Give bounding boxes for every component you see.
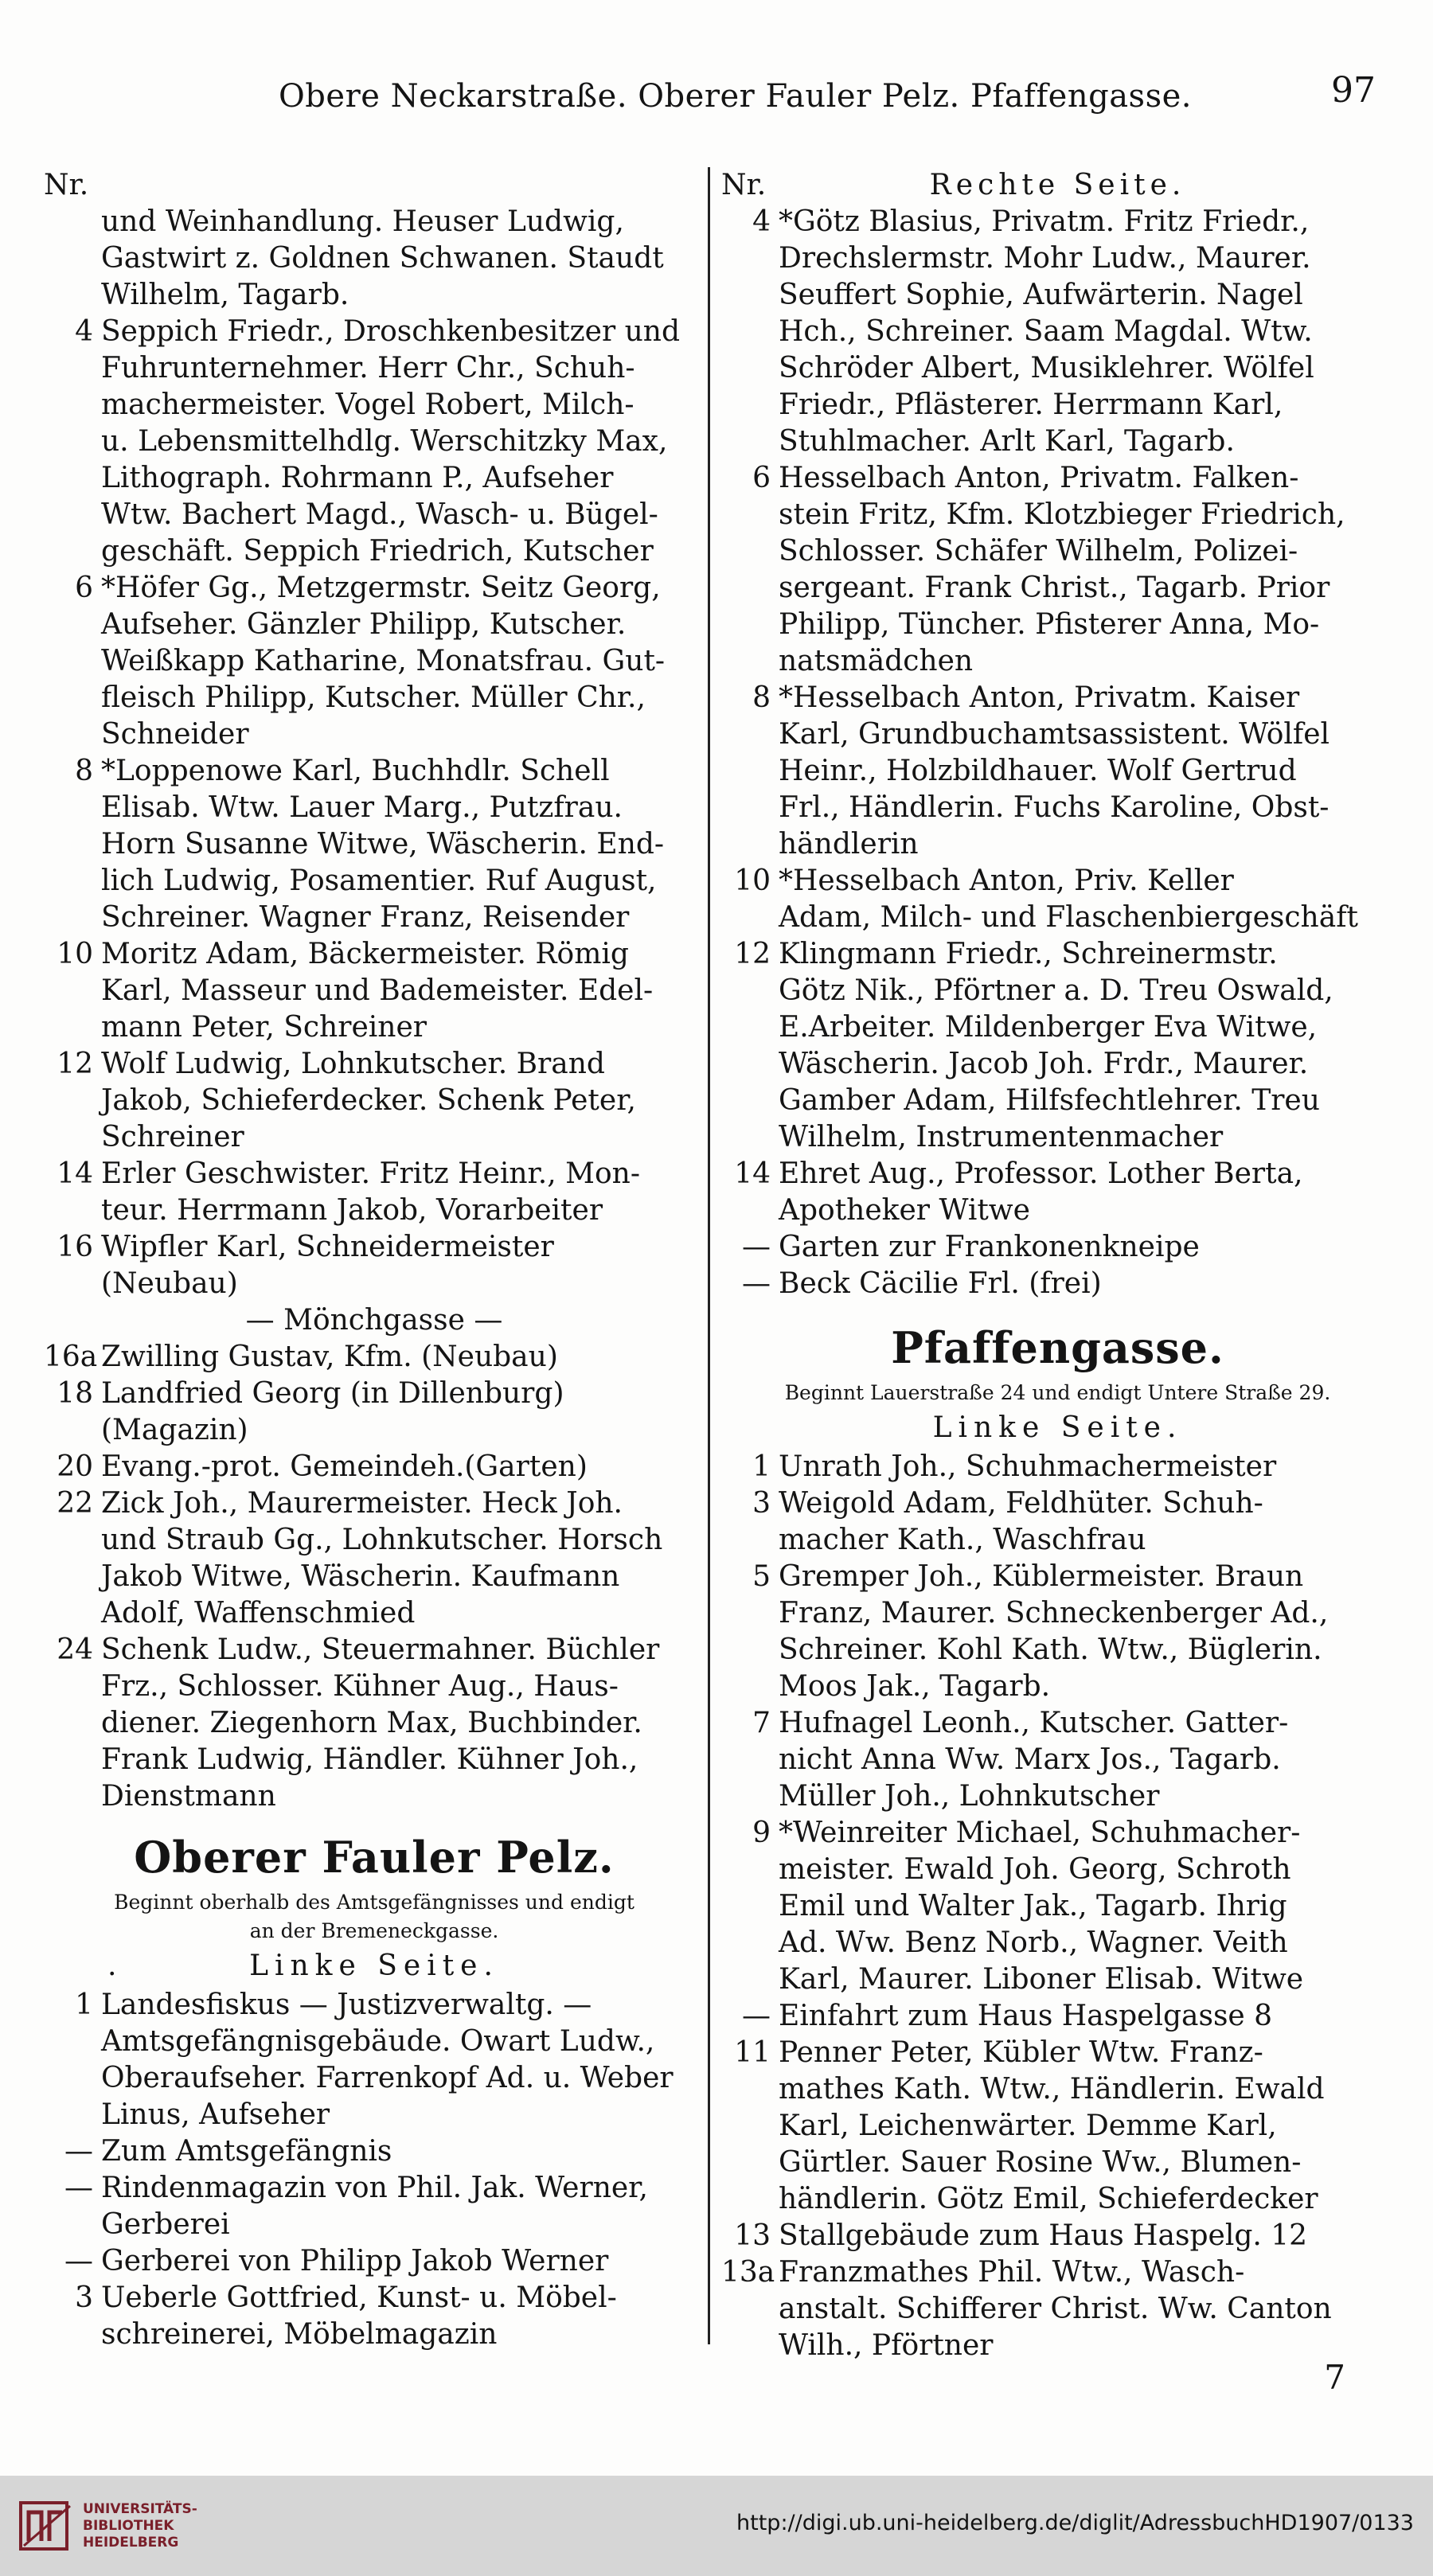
entry-text: Rindenmagazin von Phil. Jak. Werner, xyxy=(101,2172,648,2204)
entry-text: Franzmathes Phil. Wtw., Wasch- xyxy=(779,2256,1245,2289)
entry-line xyxy=(721,1522,1394,1559)
entry-text: Schreiner. Wagner Franz, Reisender xyxy=(101,901,630,934)
house-number: 11 xyxy=(734,2036,771,2069)
entry-text: Ehret Aug., Professor. Lother Berta, xyxy=(779,1157,1303,1190)
house-number: 24 xyxy=(57,1633,93,1666)
entry-line xyxy=(721,2291,1394,2328)
entry-text: Heinr., Holzbildhauer. Wolf Gertrud xyxy=(779,755,1297,787)
footer-bar xyxy=(0,2476,1433,2576)
entry-line xyxy=(721,680,1394,716)
entry-text: und Weinhandlung. Heuser Ludwig, xyxy=(101,205,624,238)
entry-text: Hufnagel Leonh., Kutscher. Gatter- xyxy=(779,1707,1289,1739)
entry-line xyxy=(44,460,705,497)
entry-line xyxy=(44,2060,705,2097)
house-number: 6 xyxy=(752,462,771,494)
entry-line xyxy=(44,2280,705,2316)
entry-text: E.Arbeiter. Mildenberger Eva Witwe, xyxy=(779,1011,1318,1044)
house-number: 12 xyxy=(57,1048,93,1080)
entry-line xyxy=(44,314,705,350)
column-divider xyxy=(708,167,710,2344)
entry-line xyxy=(44,973,705,1009)
entry-line xyxy=(44,1376,705,1412)
house-number: 13 xyxy=(734,2219,771,2252)
entry-text: *Hesselbach Anton, Privatm. Kaiser xyxy=(779,681,1300,714)
house-number: 20 xyxy=(57,1450,93,1483)
entry-text: Adolf, Waffenschmied xyxy=(101,1597,416,1630)
signature-mark: 7 xyxy=(1324,2358,1345,2397)
library-name-line: UNIVERSITÄTS- xyxy=(83,2501,197,2517)
entry-line xyxy=(44,2170,705,2207)
entry-text: Wilh., Pförtner xyxy=(779,2329,994,2362)
entry-text: Schröder Albert, Musiklehrer. Wölfel xyxy=(779,352,1314,384)
entry-text: Beck Cäcilie Frl. (frei) xyxy=(779,1267,1102,1300)
left-entries-bottom xyxy=(44,1987,705,2353)
entry-line xyxy=(721,1632,1394,1669)
entry-line xyxy=(44,497,705,533)
entry-text: Karl, Masseur und Bademeister. Edel- xyxy=(101,974,654,1007)
entry-line xyxy=(44,240,705,277)
entry-line xyxy=(721,1815,1394,1852)
entry-text: Zick Joh., Maurermeister. Heck Joh. xyxy=(101,1487,623,1520)
entry-line xyxy=(44,1559,705,1595)
entry-line xyxy=(721,277,1394,314)
entry-line xyxy=(44,387,705,423)
entry-text: händlerin xyxy=(779,828,919,861)
entry-line xyxy=(721,1998,1394,2035)
dot-mark: . xyxy=(107,1950,117,1982)
entry-text: Landfried Georg (in Dillenburg) xyxy=(101,1377,564,1410)
entry-line xyxy=(44,790,705,826)
entry-line xyxy=(44,1229,705,1266)
entry-line xyxy=(721,1083,1394,1119)
house-number: 18 xyxy=(57,1377,93,1410)
entry-line xyxy=(44,1266,705,1302)
entry-line xyxy=(721,1156,1394,1192)
house-number: 14 xyxy=(57,1157,93,1190)
entry-line xyxy=(721,314,1394,350)
entry-text: Frank Ludwig, Händler. Kühner Joh., xyxy=(101,1743,638,1776)
house-number: — xyxy=(64,2135,93,2168)
entry-text: Jakob, Schieferdecker. Schenk Peter, xyxy=(101,1084,636,1117)
entry-text: Dienstmann xyxy=(101,1780,276,1813)
entry-line xyxy=(721,1888,1394,1925)
entry-line xyxy=(44,753,705,790)
entry-text: Amtsgefängnisgebäude. Owart Ludw., xyxy=(101,2025,655,2058)
entry-line xyxy=(44,204,705,240)
house-number: 10 xyxy=(734,865,771,897)
entry-text: schreinerei, Möbelmagazin xyxy=(101,2318,498,2351)
entry-text: sergeant. Frank Christ., Tagarb. Prior xyxy=(779,572,1330,604)
entry-text: Schreiner. Kohl Kath. Wtw., Büglerin. xyxy=(779,1633,1322,1666)
entry-line xyxy=(721,2218,1394,2254)
entry-text: *Höfer Gg., Metzgermstr. Seitz Georg, xyxy=(101,572,661,604)
entry-text: nicht Anna Ww. Marx Jos., Tagarb. xyxy=(779,1743,1281,1776)
entry-text: Stallgebäude zum Haus Haspelg. 12 xyxy=(779,2219,1308,2252)
entry-line xyxy=(721,240,1394,277)
house-number: 16 xyxy=(57,1231,93,1263)
entry-line xyxy=(721,2145,1394,2181)
nr-label: Nr. xyxy=(721,169,767,201)
entry-text: (Magazin) xyxy=(101,1414,248,1446)
entry-text: Wolf Ludwig, Lohnkutscher. Brand xyxy=(101,1048,605,1080)
entry-line xyxy=(721,460,1394,497)
entry-line xyxy=(44,2207,705,2243)
entry-line xyxy=(44,1987,705,2024)
entry-text: Horn Susanne Witwe, Wäscherin. End- xyxy=(101,828,665,861)
house-number: 8 xyxy=(75,755,93,787)
entry-line xyxy=(721,716,1394,753)
side-heading: Linke Seite. xyxy=(932,1411,1183,1444)
entry-text: Stuhlmacher. Arlt Karl, Tagarb. xyxy=(779,425,1235,458)
entry-text: Franz, Maurer. Schneckenberger Ad., xyxy=(779,1597,1329,1630)
page-number: 97 xyxy=(1331,70,1376,111)
entry-text: Schneider xyxy=(101,718,249,751)
entry-line xyxy=(44,350,705,387)
entry-line xyxy=(44,1449,705,1485)
house-number: 16a xyxy=(44,1341,98,1373)
entry-text: Gremper Joh., Küblermeister. Braun xyxy=(779,1560,1304,1593)
entry-text: *Weinreiter Michael, Schuhmacher- xyxy=(779,1817,1301,1849)
house-number: — xyxy=(64,2172,93,2204)
entry-text: Friedr., Pflästerer. Herrmann Karl, xyxy=(779,388,1283,421)
entry-text: Garten zur Frankonenkneipe xyxy=(779,1231,1200,1263)
entry-text: Zwilling Gustav, Kfm. (Neubau) xyxy=(101,1341,558,1373)
library-name-line: BIBLIOTHEK xyxy=(83,2518,174,2534)
entry-text: Seuffert Sophie, Aufwärterin. Nagel xyxy=(779,279,1303,311)
entry-line xyxy=(44,1669,705,1705)
entry-text: fleisch Philipp, Kutscher. Müller Chr., xyxy=(101,681,646,714)
entry-line xyxy=(721,1595,1394,1632)
entry-line xyxy=(721,2254,1394,2291)
source-url-link[interactable]: http://digi.ub.uni-heidelberg.de/diglit/AdressbuchHD1907/0133 xyxy=(736,2511,1414,2535)
library-logo-icon xyxy=(18,2496,75,2554)
entry-line xyxy=(721,1119,1394,1156)
entry-text: Unrath Joh., Schuhmachermeister xyxy=(779,1450,1277,1483)
entry-text: *Hesselbach Anton, Priv. Keller xyxy=(779,865,1234,897)
entry-line xyxy=(721,1449,1394,1485)
entry-text: Zum Amtsgefängnis xyxy=(101,2135,392,2168)
side-heading-label: Rechte Seite. xyxy=(929,169,1186,201)
entry-text: Schlosser. Schäfer Wilhelm, Polizei- xyxy=(779,535,1298,568)
entry-line xyxy=(721,1925,1394,1961)
entry-text: lich Ludwig, Posamentier. Ruf August, xyxy=(101,865,657,897)
entry-line xyxy=(44,1302,705,1339)
entry-line xyxy=(721,1229,1394,1266)
house-number: 7 xyxy=(752,1707,771,1739)
entry-line xyxy=(44,1339,705,1376)
entry-text: geschäft. Seppich Friedrich, Kutscher xyxy=(101,535,654,568)
entry-text: Götz Nik., Pförtner a. D. Treu Oswald, xyxy=(779,974,1333,1007)
entry-line xyxy=(721,1742,1394,1778)
entry-text: händlerin. Götz Emil, Schieferdecker xyxy=(779,2183,1318,2215)
left-column xyxy=(44,167,705,2353)
house-number: 1 xyxy=(75,1989,93,2021)
house-number: 5 xyxy=(752,1560,771,1593)
entry-text: Hch., Schreiner. Saam Magdal. Wtw. xyxy=(779,315,1313,348)
entry-text: Schenk Ludw., Steuermahner. Büchler xyxy=(101,1633,660,1666)
entry-line xyxy=(721,826,1394,863)
entry-text: *Loppenowe Karl, Buchhdlr. Schell xyxy=(101,755,610,787)
entry-text: Emil und Walter Jak., Tagarb. Ihrig xyxy=(779,1890,1287,1922)
entry-text: Wtw. Bachert Magd., Wasch- u. Bügel- xyxy=(101,498,658,531)
entry-text: Frz., Schlosser. Kühner Aug., Haus- xyxy=(101,1670,619,1703)
side-heading xyxy=(44,1946,705,1987)
entry-line xyxy=(721,1192,1394,1229)
entry-line xyxy=(44,2024,705,2060)
right-column xyxy=(721,167,1394,2364)
entry-text: Evang.-prot. Gemeindeh.(Garten) xyxy=(101,1450,588,1483)
entry-text: Karl, Leichenwärter. Demme Karl, xyxy=(779,2110,1277,2142)
entry-line xyxy=(721,1046,1394,1083)
right-entries-top xyxy=(721,204,1394,1302)
house-number: 14 xyxy=(734,1157,771,1190)
entry-line xyxy=(44,277,705,314)
entry-line xyxy=(44,1412,705,1449)
entry-line xyxy=(721,1669,1394,1705)
entry-line xyxy=(721,1852,1394,1888)
running-title: Obere Neckarstraße. Oberer Fauler Pelz. Pfaffengasse. xyxy=(279,78,1192,115)
entry-text: Seppich Friedr., Droschkenbesitzer und xyxy=(101,315,681,348)
entry-text: stein Fritz, Kfm. Klotzbieger Friedrich, xyxy=(779,498,1345,531)
entry-line xyxy=(721,936,1394,973)
entry-text: mann Peter, Schreiner xyxy=(101,1011,427,1044)
house-number: 3 xyxy=(752,1487,771,1520)
entry-line xyxy=(721,387,1394,423)
entry-text: diener. Ziegenhorn Max, Buchbinder. xyxy=(101,1707,642,1739)
house-number: — xyxy=(742,1267,771,1300)
entry-line xyxy=(721,863,1394,900)
entry-text: Drechslermstr. Mohr Ludw., Maurer. xyxy=(779,242,1311,275)
entry-line xyxy=(721,1559,1394,1595)
entry-text: Elisab. Wtw. Lauer Marg., Putzfrau. xyxy=(101,791,623,824)
entry-text: Weigold Adam, Feldhüter. Schuh- xyxy=(779,1487,1263,1520)
entry-line xyxy=(44,826,705,863)
entry-line xyxy=(44,533,705,570)
entry-text: Ueberle Gottfried, Kunst- u. Möbel- xyxy=(101,2281,617,2314)
entry-text: Oberaufseher. Farrenkopf Ad. u. Weber xyxy=(101,2062,674,2094)
entry-text: Wäscherin. Jacob Joh. Frdr., Maurer. xyxy=(779,1048,1309,1080)
section-note: Beginnt oberhalb des Amtsgefängnisses und endigt xyxy=(114,1891,635,1914)
entry-text: machermeister. Vogel Robert, Milch- xyxy=(101,388,635,421)
entry-text: Gastwirt z. Goldnen Schwanen. Staudt xyxy=(101,242,664,275)
entry-line xyxy=(721,1961,1394,1998)
entry-line xyxy=(721,1778,1394,1815)
entry-line xyxy=(44,2316,705,2353)
entry-text: Gerberei xyxy=(101,2208,230,2241)
entry-text: Linus, Aufseher xyxy=(101,2098,330,2131)
entry-text: Ad. Ww. Benz Norb., Wagner. Veith xyxy=(779,1926,1288,1959)
entry-text: *Götz Blasius, Privatm. Fritz Friedr., xyxy=(779,205,1310,238)
entry-text: macher Kath., Waschfrau xyxy=(779,1524,1146,1556)
entry-line xyxy=(721,1705,1394,1742)
entry-line xyxy=(44,1522,705,1559)
entry-text: Penner Peter, Kübler Wtw. Franz- xyxy=(779,2036,1263,2069)
entry-line xyxy=(721,533,1394,570)
entry-line xyxy=(721,2181,1394,2218)
house-number: — xyxy=(64,2245,93,2277)
house-number: 3 xyxy=(75,2281,93,2314)
entry-text: Weißkapp Katharine, Monatsfrau. Gut- xyxy=(101,645,666,677)
entry-line xyxy=(44,1485,705,1522)
page-header xyxy=(0,70,1433,126)
entry-line xyxy=(44,1009,705,1046)
entry-line xyxy=(721,2071,1394,2108)
entry-line xyxy=(44,1778,705,1815)
library-name-line: HEIDELBERG xyxy=(83,2535,179,2551)
column-header xyxy=(721,167,1394,204)
entry-text: Moritz Adam, Bäckermeister. Römig xyxy=(101,938,629,970)
entry-line xyxy=(44,716,705,753)
entry-line xyxy=(721,2035,1394,2071)
entry-line xyxy=(44,1156,705,1192)
right-entries-bottom xyxy=(721,1449,1394,2364)
entry-text: mathes Kath. Wtw., Händlerin. Ewald xyxy=(779,2073,1325,2106)
entry-line xyxy=(44,936,705,973)
entry-text: Moos Jak., Tagarb. xyxy=(779,1670,1051,1703)
entry-line xyxy=(44,1083,705,1119)
section-title-oberer-fauler-pelz: Oberer Fauler Pelz. xyxy=(134,1832,615,1883)
entry-text: Apotheker Witwe xyxy=(779,1194,1030,1227)
house-number: 10 xyxy=(57,938,93,970)
house-number: 4 xyxy=(75,315,93,348)
house-number: — xyxy=(742,2000,771,2032)
entry-text: Fuhrunternehmer. Herr Chr., Schuh- xyxy=(101,352,635,384)
entry-text: Gerberei von Philipp Jakob Werner xyxy=(101,2245,609,2277)
section-note: Beginnt Lauerstraße 24 und endigt Untere Straße 29. xyxy=(784,1381,1331,1404)
entry-line xyxy=(721,1266,1394,1302)
entry-line xyxy=(721,900,1394,936)
entry-text: Erler Geschwister. Fritz Heinr., Mon- xyxy=(101,1157,641,1190)
entry-text: Adam, Milch- und Flaschenbiergeschäft xyxy=(779,901,1358,934)
entry-line xyxy=(44,643,705,680)
entry-text: Frl., Händlerin. Fuchs Karoline, Obst- xyxy=(779,791,1330,824)
entry-text: natsmädchen xyxy=(779,645,974,677)
house-number: 1 xyxy=(752,1450,771,1483)
entry-line xyxy=(44,1705,705,1742)
entry-line xyxy=(721,350,1394,387)
entry-line xyxy=(721,607,1394,643)
library-name xyxy=(83,2501,197,2551)
house-number: 8 xyxy=(752,681,771,714)
entry-text: Einfahrt zum Haus Haspelgasse 8 xyxy=(779,2000,1273,2032)
entry-text: teur. Herrmann Jakob, Vorarbeiter xyxy=(101,1194,603,1227)
entry-text: u. Lebensmittelhdlg. Werschitzky Max, xyxy=(101,425,668,458)
left-entries-top xyxy=(44,204,705,1815)
entry-text: Wipfler Karl, Schneidermeister xyxy=(101,1231,554,1263)
entry-text: meister. Ewald Joh. Georg, Schroth xyxy=(779,1853,1291,1886)
entry-line xyxy=(44,570,705,607)
street-crossing-label: — Mönchgasse — xyxy=(245,1304,503,1337)
entry-line xyxy=(721,973,1394,1009)
entry-line xyxy=(44,680,705,716)
entry-line xyxy=(721,1485,1394,1522)
entry-text: Philipp, Tüncher. Pfisterer Anna, Mo- xyxy=(779,608,1320,641)
entry-line xyxy=(44,2133,705,2170)
entry-line xyxy=(44,2097,705,2133)
house-number: — xyxy=(742,1231,771,1263)
entry-line xyxy=(44,1192,705,1229)
house-number: 13a xyxy=(721,2256,775,2289)
entry-line xyxy=(44,607,705,643)
entry-text: Landesfiskus — Justizverwaltg. — xyxy=(101,1989,592,2021)
side-heading-label: Linke Seite. xyxy=(249,1950,499,1982)
entry-line xyxy=(721,497,1394,533)
entry-text: und Straub Gg., Lohnkutscher. Horsch xyxy=(101,1524,663,1556)
entry-text: anstalt. Schifferer Christ. Ww. Canton xyxy=(779,2293,1332,2325)
entry-line xyxy=(44,1595,705,1632)
entry-text: Klingmann Friedr., Schreinermstr. xyxy=(779,938,1278,970)
entry-line xyxy=(44,1119,705,1156)
entry-line xyxy=(721,570,1394,607)
entry-text: Gürtler. Sauer Rosine Ww., Blumen- xyxy=(779,2146,1302,2179)
entry-line xyxy=(44,900,705,936)
entry-text: Karl, Maurer. Liboner Elisab. Witwe xyxy=(779,1963,1304,1996)
entry-text: Aufseher. Gänzler Philipp, Kutscher. xyxy=(101,608,627,641)
entry-text: Gamber Adam, Hilfsfechtlehrer. Treu xyxy=(779,1084,1320,1117)
entry-line xyxy=(44,2243,705,2280)
entry-line xyxy=(721,753,1394,790)
nr-label: Nr. xyxy=(44,169,89,201)
entry-line xyxy=(721,790,1394,826)
entry-line xyxy=(721,204,1394,240)
section-note: an der Bremeneckgasse. xyxy=(249,1919,499,1942)
entry-line xyxy=(44,423,705,460)
entry-line xyxy=(44,1046,705,1083)
entry-line xyxy=(721,643,1394,680)
house-number: 4 xyxy=(752,205,771,238)
entry-line xyxy=(721,2328,1394,2364)
house-number: 9 xyxy=(752,1817,771,1849)
entry-line xyxy=(44,863,705,900)
house-number: 22 xyxy=(57,1487,93,1520)
section-title-pfaffengasse: Pfaffengasse. xyxy=(891,1322,1224,1373)
entry-line xyxy=(44,1632,705,1669)
entry-text: Jakob Witwe, Wäscherin. Kaufmann xyxy=(101,1560,620,1593)
entry-text: Müller Joh., Lohnkutscher xyxy=(779,1780,1160,1813)
column-header xyxy=(44,167,705,204)
entry-text: Karl, Grundbuchamtsassistent. Wölfel xyxy=(779,718,1330,751)
entry-text: (Neubau) xyxy=(101,1267,238,1300)
entry-text: Schreiner xyxy=(101,1121,244,1153)
entry-text: Wilhelm, Tagarb. xyxy=(101,279,349,311)
entry-line xyxy=(721,423,1394,460)
entry-text: Wilhelm, Instrumentenmacher xyxy=(779,1121,1224,1153)
entry-text: Hesselbach Anton, Privatm. Falken- xyxy=(779,462,1299,494)
house-number: 12 xyxy=(734,938,771,970)
entry-text: Lithograph. Rohrmann P., Aufseher xyxy=(101,462,614,494)
entry-line xyxy=(721,2108,1394,2145)
entry-line xyxy=(44,1742,705,1778)
house-number: 6 xyxy=(75,572,93,604)
entry-line xyxy=(721,1009,1394,1046)
